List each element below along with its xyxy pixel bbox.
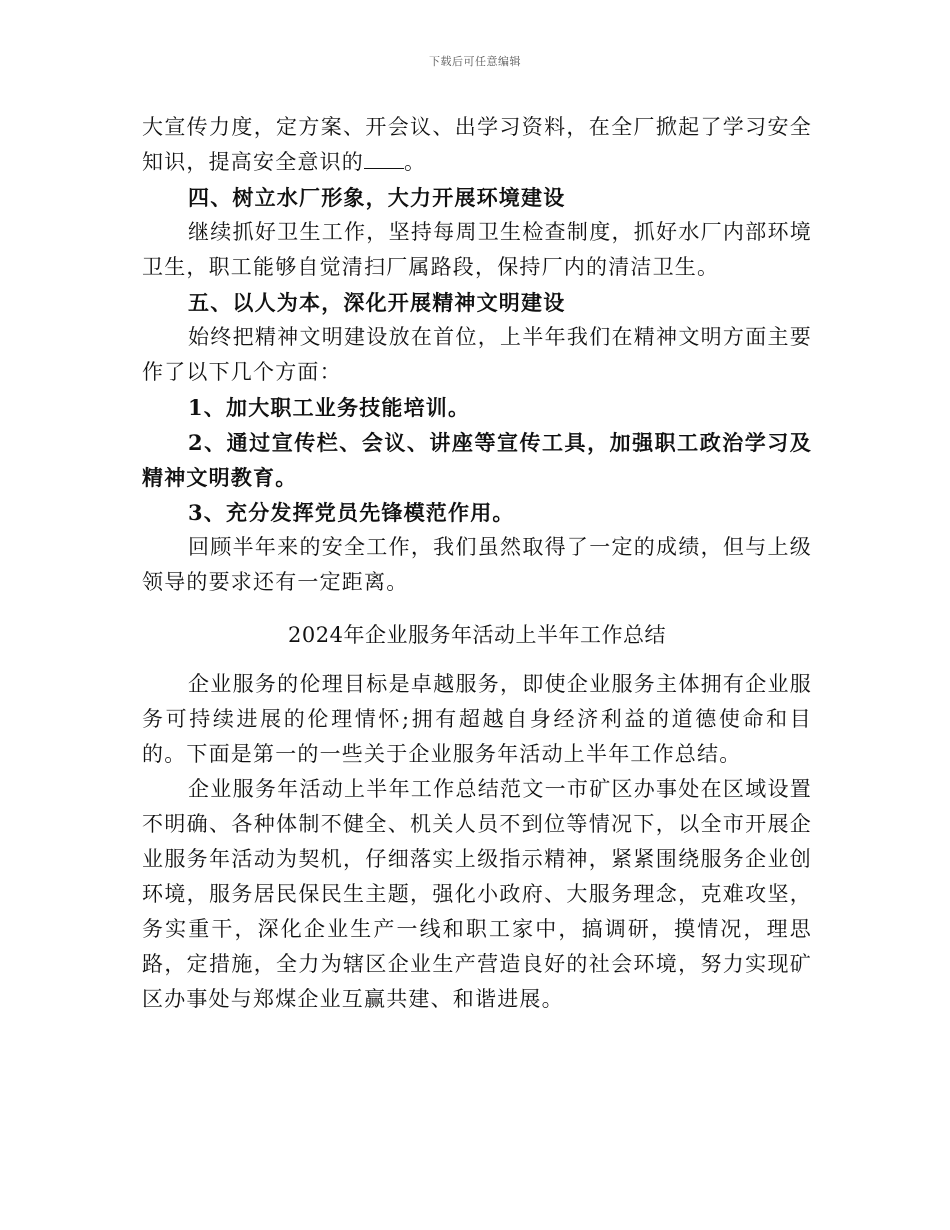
paragraph-intro: 企业服务的伦理目标是卓越服务，即使企业服务主体拥有企业服务可持续进展的伦理情怀;拥有超越自身经济利益的道德使命和目的。下面是第一的一些关于企业服务年活动上半年工作总结。 xyxy=(142,672,812,766)
fill-blank xyxy=(364,150,404,169)
paragraph-summary: 企业服务年活动上半年工作总结范文一市矿区办事处在区域设置不明确、各种体制不健全、机关人员不到位等情况下，以全市开展企业服务年活动为契机，仔细落实上级指示精神，紧紧围绕服务企业创环境，服务居民保民生主题，强化小政府、大服务理念，克难攻坚，务实重干，深化企业生产一线和职工家中，搞调研，摸情况，理思路，定措施，全力为辖区企业生产营造良好的社会环境，努力实现矿区办事处与郑煤企业互赢共建、和谐进展。 xyxy=(142,777,812,1011)
section-heading-5: 五、以人为本，深化开展精神文明建设 xyxy=(188,290,566,315)
paragraph-end: 。 xyxy=(404,150,427,174)
document-title: 2024年企业服务年活动上半年工作总结 xyxy=(288,623,666,647)
list-item-1: 1、加大职工业务技能培训。 xyxy=(188,395,471,420)
paragraph-review: 回顾半年来的安全工作，我们虽然取得了一定的成绩，但与上级领导的要求还有一定距离。 xyxy=(142,535,812,594)
document-body xyxy=(142,110,812,1017)
list-item-3: 3、充分发挥党员先锋模范作用。 xyxy=(188,500,515,525)
page-header-note: 下载后可任意编辑 xyxy=(429,55,521,68)
paragraph-text: 大宣传力度，定方案、开会议、出学习资料，在全厂掀起了学习安全知识，提高安全意识的 xyxy=(142,115,812,174)
paragraph-civilization: 始终把精神文明建设放在首位，上半年我们在精神文明方面主要作了以下几个方面： xyxy=(142,325,812,384)
section-heading-4: 四、树立水厂形象，大力开展环境建设 xyxy=(188,185,566,210)
list-item-2: 2、通过宣传栏、会议、讲座等宣传工具，加强职工政治学习及精神文明教育。 xyxy=(142,430,812,490)
paragraph-continued xyxy=(142,110,812,180)
paragraph-hygiene: 继续抓好卫生工作，坚持每周卫生检查制度，抓好水厂内部环境卫生，职工能够自觉清扫厂属路段，保持厂内的清洁卫生。 xyxy=(142,220,812,279)
